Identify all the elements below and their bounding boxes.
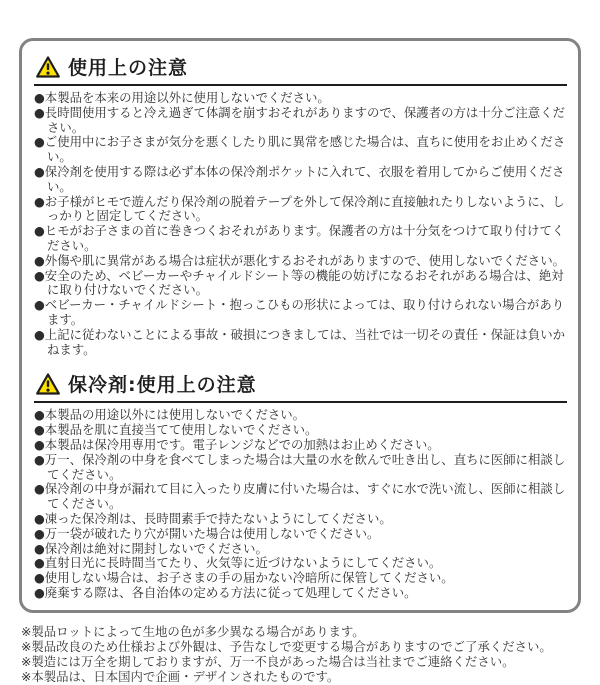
caution-list-item: ●安全のため、ベビーカーやチャイルドシート等の機能の妨げになるおそれがある場合は、絶対に取り付けないでください。 [34, 267, 564, 298]
warning-triangle-icon [36, 373, 60, 395]
caution-list-item: ●外傷や肌に異常がある場合は症状が悪化するおそれがありますので、使用しないでください。 [34, 252, 565, 268]
caution-list-item: ●本製品を本来の用途以外に使用しないでください。 [34, 90, 330, 105]
usage-caution-list [34, 91, 567, 357]
section-coolant-title: 保冷剤:使用上の注意 [68, 374, 257, 397]
section-coolant-header [34, 366, 567, 400]
caution-box [19, 38, 581, 613]
warning-triangle-icon [36, 56, 60, 78]
caution-list-item: ●お子様がヒモで遊んだり保冷剤の脱着テープを外して保冷剤に直接触れたりしないように、しっかりと固定してください。 [34, 193, 565, 224]
caution-list-item: ●万一、保冷剤の中身を食べてしまった場合は大量の水を飲んで吐き出し、直ちに医師に相談してください。 [34, 451, 566, 482]
section-usage-header [34, 49, 567, 83]
header-divider [34, 401, 567, 403]
caution-list-item: ●長時間使用すると冷え過ぎて体調を崩すおそれがありますので、保護者の方は十分ご注意ください。 [34, 104, 565, 135]
coolant-caution-list [34, 408, 567, 600]
caution-list-item: ●本製品の用途以外には使用しないでください。 [34, 407, 306, 423]
caution-list-item: ●本製品を肌に直接当てて使用しないでください。 [34, 422, 318, 438]
caution-list-item: ●凍った保冷剤は、長時間素手で持たないようにしてください。 [34, 510, 392, 526]
footnote-item: ※製造には万全を期しておりますが、万一不良があった場合は当社までご連絡ください。 [21, 654, 515, 670]
caution-list-item: ●ご使用中にお子さまが気分を悪くしたり肌に異常を感じた場合は、直ちに使用をお止めください。 [34, 134, 566, 165]
header-divider [34, 84, 567, 86]
caution-list-item: ●ヒモがお子さまの首に巻きつくおそれがあります。保護者の方は十分気をつけて取り付けてください。 [34, 223, 565, 253]
section-usage-title: 使用上の注意 [68, 57, 189, 79]
caution-list-item: ●万一袋が破れたり穴が開いた場合は使用しないでください。 [34, 525, 380, 541]
caution-list-item: ●使用しない場合は、お子さまの手の届かない冷暗所に保管してください。 [34, 570, 454, 586]
section-coolant-caution [34, 366, 567, 600]
caution-list-item: ●保冷剤は絶対に開封しないでください。 [34, 540, 268, 556]
footnote-list [21, 624, 600, 685]
footnote-item: ※本製品は、日本国内で企画・デザインされたものです。 [21, 669, 340, 685]
footnote-item: ※製品改良のため仕様および外観は、予告なしで変更する場合がありますのでご了承ください。 [21, 638, 552, 654]
caution-list-item: ●ベビーカー・チャイルドシート・抱っこひもの形状によっては、取り付けられない場合があります。 [34, 297, 565, 327]
caution-list-item: ●直射日光に長時間当てたり、火気等に近づけないようにしてください。 [34, 555, 442, 571]
caution-list-item: ●保冷剤を使用する際は必ず本体の保冷剤ポケットに入れて、衣服を着用してからご使用ください。 [34, 163, 565, 194]
caution-list-item: ●保冷剤の中身が漏れて目に入ったり皮膚に付いた場合は、すぐに水で洗い流し、医師に相談してください。 [34, 481, 566, 512]
caution-list-item: ●廃棄する際は、各自治体の定める方法に従って処理してください。 [34, 584, 417, 600]
footnote-item: ※製品ロットによって生地の色が多少異なる場合があります。 [21, 623, 365, 639]
caution-list-item: ●上記に従わないことによる事故・破損につきましては、当社では一切その責任・保証は負いかねます。 [34, 326, 565, 357]
caution-list-item: ●本製品は保冷用専用です。電子レンジなどでの加熱はお止めください。 [34, 436, 440, 452]
section-usage-caution [34, 49, 567, 357]
